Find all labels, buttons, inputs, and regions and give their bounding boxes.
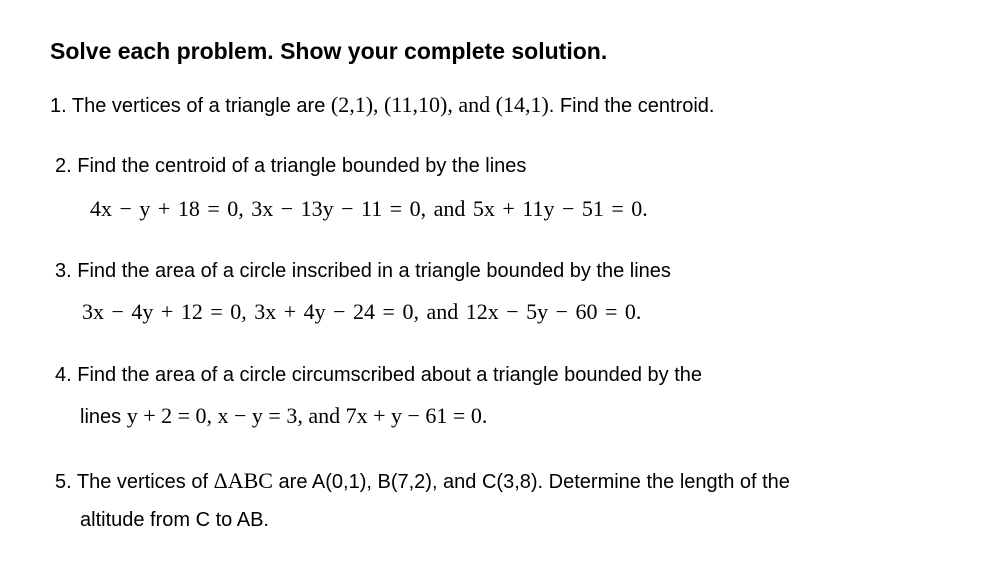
problem-4-lines-label: lines <box>80 406 127 428</box>
problem-4-equations: y + 2 = 0, x − y = 3, and 7x + y − 61 = 0. <box>126 403 488 428</box>
problem-2-text: 2. Find the centroid of a triangle bounded by the lines <box>55 155 527 177</box>
problem-1-text-after: . Find the centroid. <box>548 95 715 117</box>
problem-1-math: (2,1), (11,10), and (14,1) <box>330 92 549 117</box>
problem-2-equations: 4x − y + 18 = 0, 3x − 13y − 11 = 0, and 5x + 11y − 51 = 0. <box>90 196 648 221</box>
problem-5-line-2: altitude from C to AB. <box>80 509 269 531</box>
problem-5-text-after: are A(0,1), B(7,2), and C(3,8). Determine the length of the <box>272 471 790 493</box>
problem-3-equations: 3x − 4y + 12 = 0, 3x + 4y − 24 = 0, and 12x − 5y − 60 = 0. <box>82 299 642 324</box>
problem-4-text: 4. Find the area of a circle circumscribed about a triangle bounded by the <box>55 364 703 386</box>
problem-1 <box>50 92 714 118</box>
problem-5-triangle: ΔABC <box>213 468 273 493</box>
problem-5-text-before: 5. The vertices of <box>55 471 214 493</box>
worksheet-heading: Solve each problem. Show your complete solution. <box>50 38 608 64</box>
problem-1-text-before: 1. The vertices of a triangle are <box>50 95 331 117</box>
problem-5 <box>55 468 790 494</box>
problem-4-line-2 <box>80 403 487 429</box>
problem-3-text: 3. Find the area of a circle inscribed in a triangle bounded by the lines <box>55 260 671 282</box>
